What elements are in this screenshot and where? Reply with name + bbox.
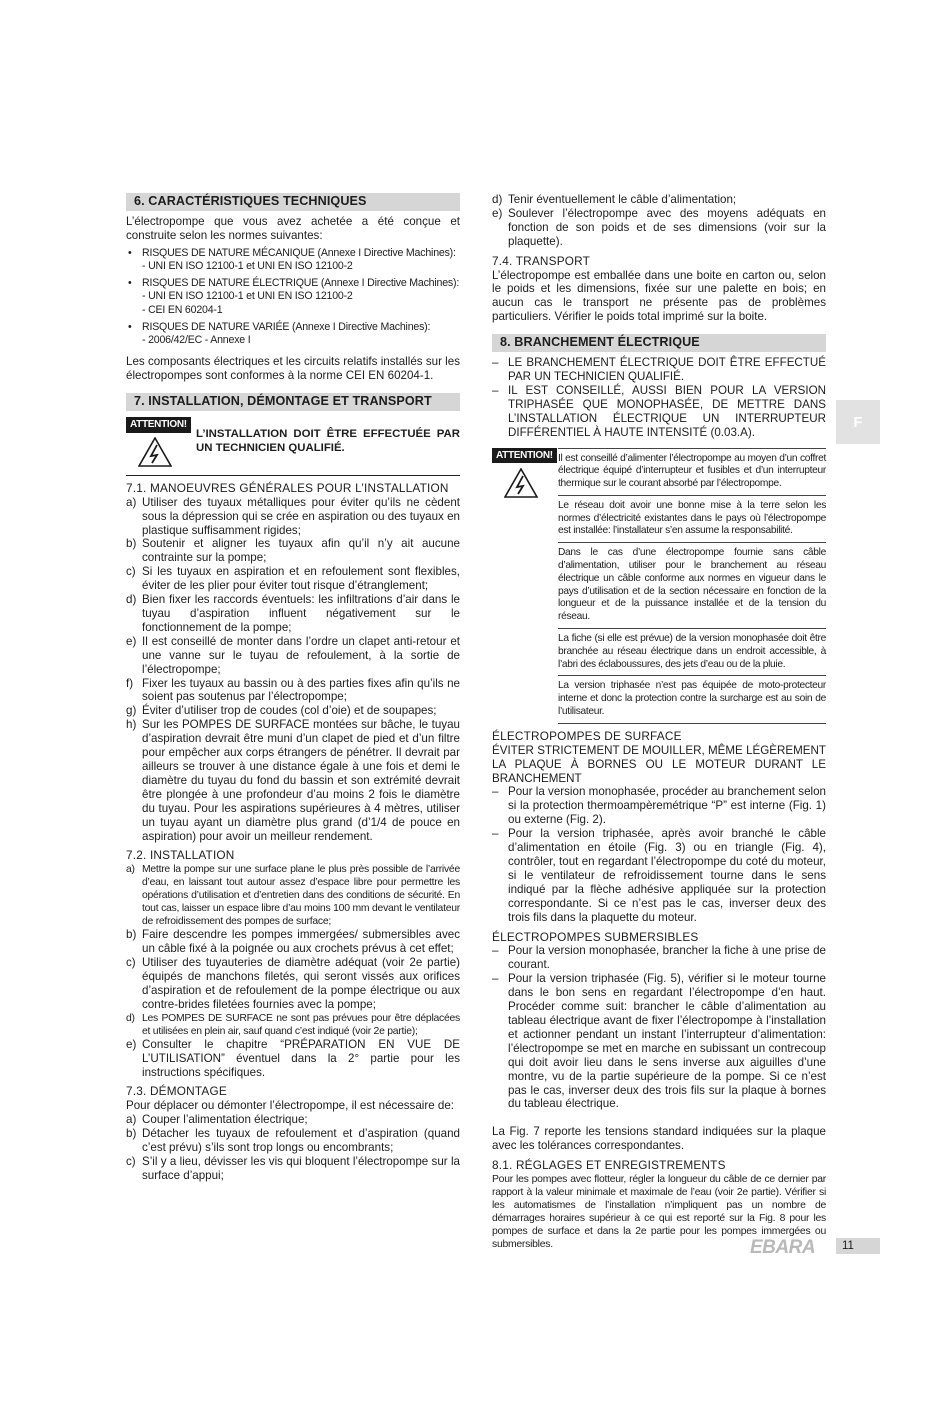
- electric-hazard-icon: [504, 468, 538, 498]
- submersible-dash-2: – Pour la version triphasée (Fig. 5), vérifier si le moteur tourne dans le bon sens en regardant l’électropompe d’en haut. Procéder comme suit: brancher le câble d’alimentation au tableau électrique avant de fixer l’électropompe à l’installation et actionner pendant un instant l’interrupteur d’alimentation: l’électropompe se met en marche en subissant un contrecoup qui doit avoir lieu dans le sens inverse aux aiguilles d’une montre, vu de la partie supérieure de la pompe. Si ce n’est pas le cas, inverser deux des trois fils sur la plaque à bornes du tableau électrique.: [492, 972, 826, 1111]
- s73-intro: Pour déplacer ou démonter l’électropompe, il est nécessaire de:: [126, 1099, 455, 1113]
- attention-text: L’INSTALLATION DOIT ÊTRE EFFECTUÉE PAR UN TECHNICIEN QUALIFIÉ.: [196, 427, 460, 454]
- s71-item: c) Si les tuyaux en aspiration et en refoulement sont flexibles, éviter de les plier pour éviter tout risque d’étranglement;: [126, 565, 460, 593]
- surface-warning: ÉVITER STRICTEMENT DE MOUILLER, MÊME LÉGÈREMENT LA PLAQUE À BORNES OU LE MOTEUR DURANT LE BRANCHEMENT: [492, 743, 826, 785]
- language-tab: F: [836, 400, 880, 444]
- s73-item-d: d) Tenir éventuellement le câble d’alimentation;: [492, 193, 737, 206]
- s72-item-c: c) Utiliser des tuyauteries de diamètre adéquat (voir 2e partie) équipés de manchons filetés, qui seront vissés aux orifices d’aspiration et de refoulement de la pompe électrique ou aux contre-brides filetées fournies avec la pompe;: [126, 956, 460, 1011]
- section-8-title: 8. BRANCHEMENT ÉLECTRIQUE: [492, 334, 826, 352]
- s74-title: 7.4. TRANSPORT: [492, 253, 591, 268]
- s74-text: L’électropompe est emballée dans une boite en carton ou, selon le poids et les dimensions, fixée sur une palette en bois; en aucun cas le transport ne présente pas de problèmes particuliers. Vérifier le poids total imprimé sur la boite.: [492, 268, 826, 324]
- s71-item: f) Fixer les tuyaux au bassin ou à des parties fixes afin qu’ils ne soient pas soutenus par l’électropompe;: [126, 676, 460, 704]
- s73-item-b: b) Détacher les tuyaux de refoulement et d’aspiration (quand c’est prévu) s’ils sont trop longs ou encombrants;: [126, 1127, 460, 1155]
- attention-label: ATTENTION!: [492, 448, 557, 464]
- s8-dash-1: – LE BRANCHEMENT ÉLECTRIQUE DOIT ÊTRE EFFECTUÉ PAR UN TECHNICIEN QUALIFIÉ.: [492, 356, 826, 383]
- s6-bullet-3: • RISQUES DE NATURE VARIÉE (Annexe I Directive Machines): - 2006/42/EC - Annexe I: [128, 320, 431, 346]
- fig7-text: La Fig. 7 reporte les tensions standard indiquées sur la plaque avec les tolérances correspondantes.: [492, 1125, 826, 1153]
- submersible-dash-1: – Pour la version monophasée, brancher la fiche à une prise de courant.: [492, 944, 826, 972]
- page-number: 11: [836, 1238, 880, 1254]
- s81-title: 8.1. RÉGLAGES ET ENREGISTREMENTS: [492, 1158, 726, 1173]
- attention-items: [558, 448, 826, 724]
- s71-item: d) Bien fixer les raccords éventuels: les infiltrations d’air dans le tuyau d’aspiration influent négativement sur le fonctionnement de la pompe;: [126, 593, 460, 634]
- s71-item: b) Soutenir et aligner les tuyaux afin qu’il n’y ait aucune contrainte sur la pompe;: [126, 537, 460, 565]
- s72-item-a: a) Mettre la pompe sur une surface plane le plus près possible de l’arrivée d’eau, en laissant tout autour assez d’espace libre pour permettre les opérations d’utilisation et d’entretien dans des conditions de sécurité. En tout cas, laisser un espace libre d’au moins 100 mm devant le ventilateur de refroidissement des pompes de surface;: [126, 864, 460, 928]
- surface-dash-1: – Pour la version monophasée, procéder au branchement selon si la protection thermoampèremétrique “P” est interne (Fig. 1) ou externe (Fig. 2).: [492, 785, 826, 827]
- electric-hazard-icon: [138, 437, 172, 467]
- s6-outro: Les composants électriques et les circuits relatifs installés sur les électropompes sont conformes à la norme CEI EN 60204-1.: [126, 355, 460, 383]
- surface-dash-2: – Pour la version triphasée, après avoir branché le câble d’alimentation en étoile (Fig. 3) ou en triangle (Fig. 4), contrôler, tout en regardant l’électropompe du coté du moteur, si le ventilateur de refroidissement tourne dans le sens indiqué par la flèche adhésive appliquée sur la protection correspondante. Si ce n’est pas le cas, inverser deux des trois fils dans la plaquette du moteur.: [492, 827, 826, 924]
- s71-item: a) Utiliser des tuyaux métalliques pour éviter qu’ils ne cèdent sous la dépression qui se crée en aspiration ou des tuyaux en plastique suffisamment rigides;: [126, 495, 460, 537]
- s73-title: 7.3. DÉMONTAGE: [126, 1084, 227, 1099]
- s71-item: g) Éviter d’utiliser trop de coudes (col d’oie) et de soupapes;: [126, 704, 437, 718]
- s6-intro: L’électropompe que vous avez achetée a été conçue et construite selon les normes suivantes:: [126, 214, 460, 242]
- surface-title: ÉLECTROPOMPES DE SURFACE: [492, 728, 682, 743]
- attention-item: La fiche (si elle est prévue) de la version monophasée doit être branchée au réseau électrique dans un endroit accessible, à l’abri des éclaboussures, des jets d’eau ou de la pluie.: [558, 629, 826, 676]
- attention-item: Il est conseillé d’alimenter l’électropompe au moyen d’un coffret électrique équipé d’interrupteur et fusibles et d’un interrupteur thermique sur le courant absorbé par l’électropompe.: [558, 448, 826, 496]
- submersible-title: ÉLECTROPOMPES SUBMERSIBLES: [492, 929, 699, 944]
- section-7-title: 7. INSTALLATION, DÉMONTAGE ET TRANSPORT: [126, 393, 460, 411]
- attention-label: ATTENTION!: [126, 417, 191, 433]
- s71-list: [126, 496, 460, 844]
- section-6-title: 6. CARACTÉRISTIQUES TECHNIQUES: [126, 193, 460, 211]
- ebara-logo: EBARA: [750, 1237, 816, 1258]
- s73-item-e: e) Soulever l’électropompe avec des moyens adéquats en fonction de son poids et de ses dimensions (voir sur la plaquette).: [492, 206, 826, 248]
- attention-box: [126, 417, 460, 476]
- s73-item-c: c) S’il y a lieu, dévisser les vis qui bloquent l’électropompe sur la surface d’appui;: [126, 1155, 460, 1182]
- s73-item-a: a) Couper l’alimentation électrique;: [126, 1113, 308, 1127]
- s71-item: e) Il est conseillé de monter dans l’ordre un clapet anti-retour et une vanne sur le tuyau de refoulement, à la sortie de l’électropompe;: [126, 634, 460, 676]
- s8-dash-2: – IL EST CONSEILLÉ, AUSSI BIEN POUR LA VERSION TRIPHASÉE QUE MONOPHASÉE, DE METTRE DANS L’INSTALLATION ÉLECTRIQUE UN INTERRUPTEUR DIFFÉRENTIEL À HAUTE INTENSITÉ (0.03.A).: [492, 383, 826, 439]
- s81-text: Pour les pompes avec flotteur, régler la longueur du câble de ce dernier par rapport à la valeur minimale et maximale de l’eau (voir 2e partie). Vérifier si les automatismes de l’installation n’impliquent pas un nombre de démarrages horaires supérieur à ce qui est reporté sur la Fig. 8 pour les pompes de surface et dans la 2e partie pour les pompes immergées ou submersibles.: [492, 1174, 826, 1251]
- attention-item: La version triphasée n’est pas équipée de moto-protecteur interne et donc la protection contre la surcharge est au soin de l’utilisateur.: [558, 676, 826, 723]
- attention-item: Le réseau doit avoir une bonne mise à la terre selon les normes d’électricité existantes dans le pays où l’électropompe est installée: l’installateur s’en assume la responsabilité.: [558, 496, 826, 543]
- s72-item-e: e) Consulter le chapitre “PRÉPARATION EN VUE DE L’UTILISATION” éventuel dans la 2° partie pour les instructions spécifiques.: [126, 1037, 460, 1079]
- s71-title: 7.1. MANOEUVRES GÉNÉRALES POUR L’INSTALLATION: [126, 480, 449, 495]
- s72-item-d: d) Les POMPES DE SURFACE ne sont pas prévues pour être déplacées et utilisées en plein air, sauf quand c’est indiqué (voir 2e partie);: [126, 1012, 460, 1037]
- s6-bullet-1: • RISQUES DE NATURE MÉCANIQUE (Annexe I Directive Machines): - UNI EN ISO 12100-1 et UNI EN ISO 12100-2: [128, 246, 456, 272]
- s72-item-b: b) Faire descendre les pompes immergées/ submersibles avec un câble fixé à la poignée ou aux crochets prévus à cet effet;: [126, 928, 460, 956]
- s6-bullet-2: • RISQUES DE NATURE ÉLECTRIQUE (Annexe I Directive Machines): - UNI EN ISO 12100-1 et UNI EN ISO 12100-2 - CEI EN 60204-1: [128, 277, 460, 316]
- left-column: [126, 193, 460, 1183]
- s71-item: h) Sur les POMPES DE SURFACE montées sur bâche, le tuyau d’aspiration devrait être muni d’un clapet de pied et d’un filtre pour empêcher aux corps étrangers de pénétrer. Il devrait par ailleurs se trouver à une distance égale à une fois et demi le diamètre du tuyau du fond du bassin et son extrémité devrait être plongée à une profondeur d’au moins 2 fois le diamètre du tuyau. Pour les aspirations supérieures à 4 mètres, utiliser un tuyau ayant un diamètre plus grand (d’1/4 de pouce en aspiration) pour avoir un meilleur rendement.: [126, 718, 460, 843]
- right-column: [492, 193, 826, 1251]
- attention-box-electrical: [492, 448, 826, 724]
- s72-title: 7.2. INSTALLATION: [126, 848, 235, 863]
- attention-item: Dans le cas d’une électropompe fournie sans câble d’alimentation, utiliser pour le branchement au réseau électrique un câble conforme aux normes en vigueur dans le pays d’utilisation et de la section nécessaire en fonction de la longueur et de la puissance installée et de la tension du réseau.: [558, 543, 826, 629]
